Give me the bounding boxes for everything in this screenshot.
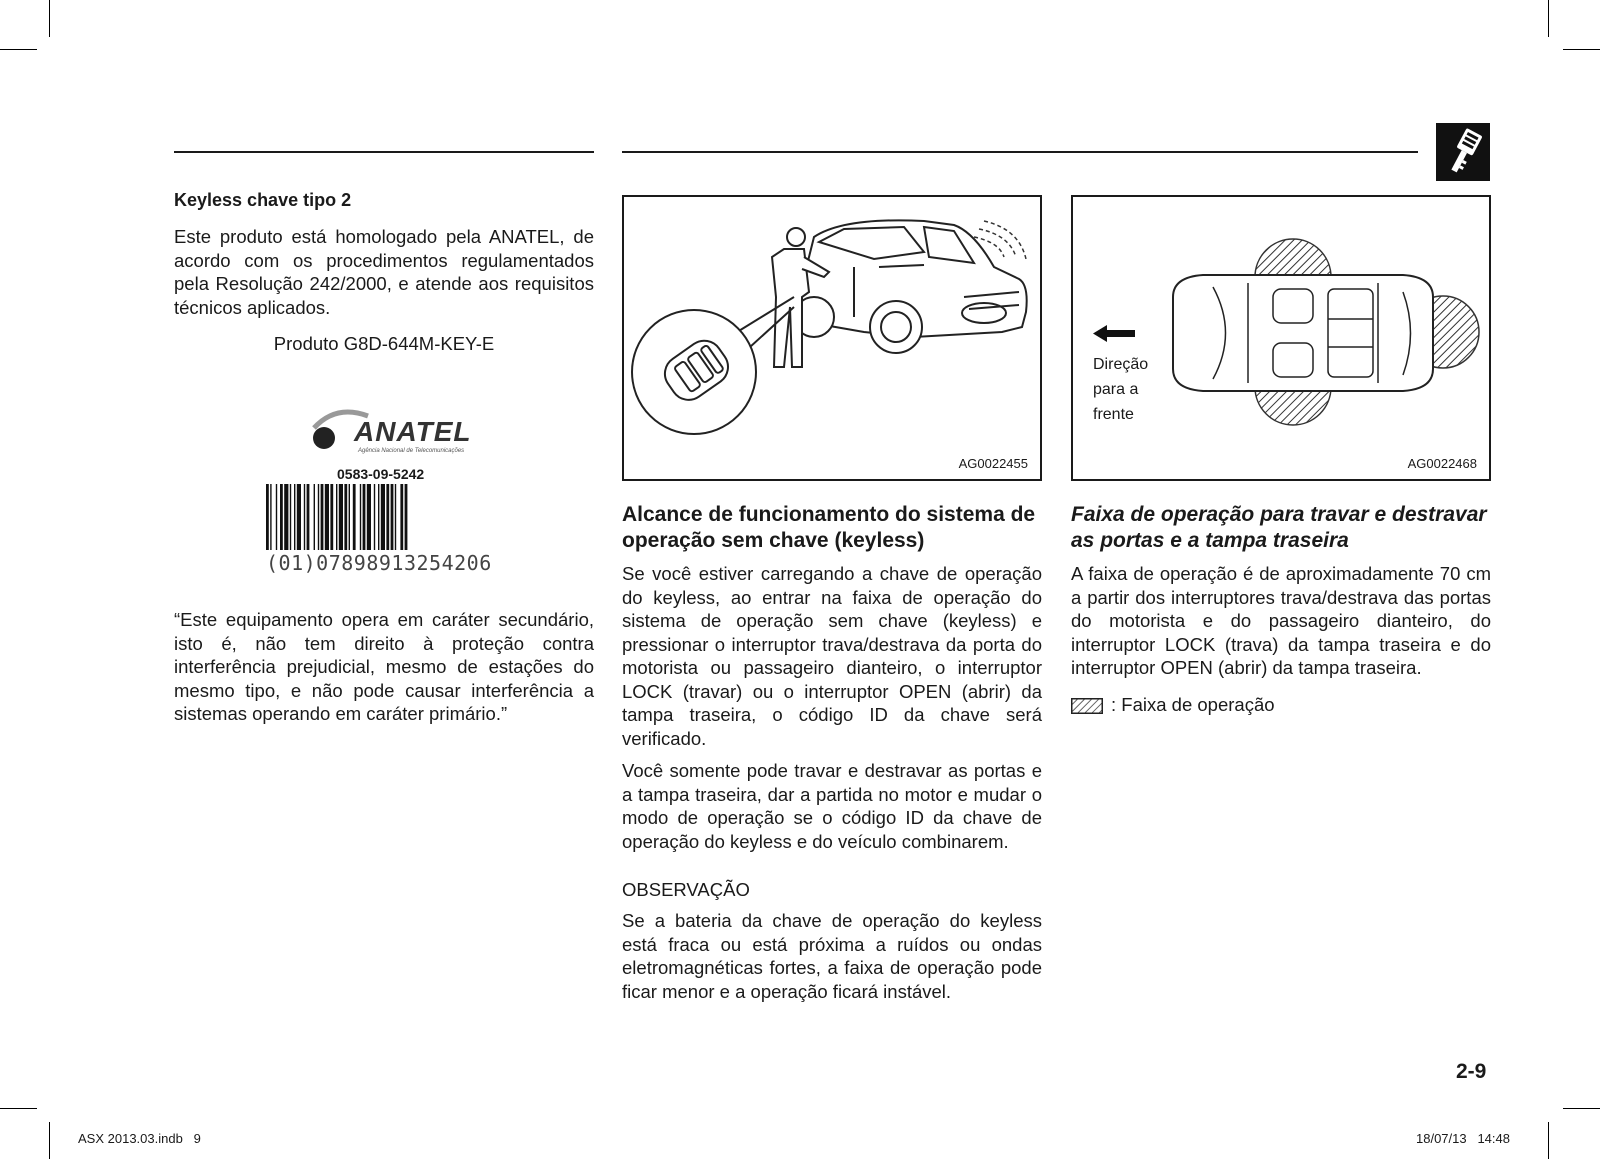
barcode-bar	[294, 484, 295, 550]
barcode	[266, 484, 506, 554]
barcode-bar	[336, 484, 337, 550]
barcode-bar	[321, 484, 324, 550]
top-view-illustration	[1073, 197, 1489, 479]
direction-line-1: Direção	[1093, 356, 1149, 373]
right-body	[1071, 562, 1491, 680]
crop-mark	[1563, 1108, 1600, 1109]
barcode-bar	[270, 484, 271, 550]
note-text: Se a bateria da chave de operação do keyless está fraca ou está próxima a ruídos ou ondas eletromagnéticas fortes, a faixa de operação pode ficar menor e a operação ficará instável.	[622, 910, 1042, 1002]
page-number: 2-9	[1456, 1060, 1487, 1083]
middle-heading: Alcance de funcionamento do sistema de operação sem chave (keyless)	[622, 503, 1036, 552]
barcode-bar	[297, 484, 301, 550]
section-heading: Keyless chave tipo 2	[174, 190, 352, 210]
right-paragraph: A faixa de operação é de aproximadamente 70 cm a partir dos interruptores trava/destrava das portas do motorista e do passageiro dianteiro, do interruptor LOCK (trava) da tampa traseira e do interruptor OPEN (abrir) da tampa traseira.	[1071, 563, 1491, 678]
barcode-bar	[290, 484, 291, 550]
barcode-bar	[405, 484, 408, 550]
quote-text: “Este equipamento opera em caráter secundário, isto é, não tem direito à proteção contra interferência prejudicial, mesmo de estações do mesmo tipo, e não pode causar interferência a sistemas operando em caráter primário.”	[174, 609, 594, 724]
barcode-bar	[314, 484, 315, 550]
footer-file: ASX 2013.03.indb 9	[78, 1131, 201, 1146]
legend	[1071, 694, 1491, 716]
footer-date: 18/07/13 14:48	[1416, 1131, 1510, 1146]
barcode-bar	[395, 484, 396, 550]
barcode-bar	[266, 484, 269, 550]
barcode-bar	[339, 484, 343, 550]
crop-mark	[49, 1122, 50, 1159]
direction-line-3: frente	[1093, 406, 1134, 423]
barcode-bar	[318, 484, 319, 550]
middle-paragraph-2: Você somente pode travar e destravar as portas e a tampa traseira, dar a partida no motor e mudar o modo de operação se o código ID da chave de operação do keyless e do veículo combinarem.	[622, 760, 1042, 852]
keyless-figure	[622, 195, 1042, 481]
anatel-number: 0583-09-5242	[337, 466, 425, 482]
barcode-bar	[307, 484, 310, 550]
barcode-number: (01)07898913254206	[266, 551, 492, 575]
barcode-bar	[400, 484, 403, 550]
middle-paragraph-1: Se você estiver carregando a chave de operação do keyless, ao entrar na faixa de operação do sistema de operação sem chave (keyless) e pressionar o interruptor trava/destrava da porta do motorista ou passageiro dianteiro, o interruptor LOCK (travar) ou o interruptor OPEN (abrir) da tampa traseira, o código ID da chave será verificado.	[622, 563, 1042, 749]
direction-label	[1093, 352, 1148, 427]
crop-mark	[1548, 1122, 1549, 1159]
barcode-bar	[391, 484, 394, 550]
anatel-logo-text: ANATEL	[354, 416, 472, 447]
barcode-bar	[378, 484, 379, 550]
product-code: Produto G8D-644M-KEY-E	[273, 333, 495, 354]
disclaimer-quote	[174, 608, 594, 735]
barcode-bar	[330, 484, 333, 550]
crop-mark	[1548, 0, 1549, 37]
right-heading: Faixa de operação para travar e destravar as portas e a tampa traseira	[1071, 503, 1487, 552]
car-keyless-illustration	[624, 197, 1040, 479]
right-column	[1071, 502, 1491, 716]
figure-code: AG0022455	[958, 456, 1028, 471]
middle-body	[622, 562, 1042, 853]
anatel-logo	[310, 406, 470, 456]
intro-text: Este produto está homologado pela ANATEL, de acordo com os procedimentos regulamentados pela Resolução 242/2000, e atende aos requisitos técnicos aplicados.	[174, 226, 594, 318]
barcode-bar	[325, 484, 329, 550]
figure-code: AG0022468	[1407, 456, 1477, 471]
barcode-bar	[284, 484, 288, 550]
barcode-bar	[353, 484, 356, 550]
barcode-bar	[344, 484, 347, 550]
direction-line-2: para a	[1093, 381, 1139, 398]
barcode-bar	[367, 484, 371, 550]
crop-mark	[49, 0, 50, 37]
barcode-bar	[349, 484, 350, 550]
barcode-bar	[280, 484, 283, 550]
crop-mark	[0, 1108, 37, 1109]
crop-mark	[0, 49, 37, 50]
key-icon	[1436, 123, 1490, 181]
left-column	[174, 190, 594, 355]
intro-paragraph	[174, 225, 594, 319]
barcode-bar	[363, 484, 366, 550]
note-label: OBSERVAÇÃO	[622, 879, 750, 900]
middle-column	[622, 502, 1042, 1012]
barcode-bar	[386, 484, 389, 550]
barcode-bar	[374, 484, 375, 550]
legend-text: : Faixa de operação	[1111, 693, 1275, 715]
crop-mark	[1563, 49, 1600, 50]
note-body	[622, 909, 1042, 1003]
hatch-legend-icon	[1071, 697, 1103, 713]
anatel-subtitle: Agência Nacional de Telecomunicações	[358, 448, 465, 454]
barcode-bar	[304, 484, 305, 550]
header-rule-right	[622, 151, 1418, 153]
header-rule-left	[174, 151, 594, 153]
barcode-bar	[360, 484, 361, 550]
operation-range-figure	[1071, 195, 1491, 481]
barcode-bar	[381, 484, 385, 550]
barcode-bar	[276, 484, 277, 550]
